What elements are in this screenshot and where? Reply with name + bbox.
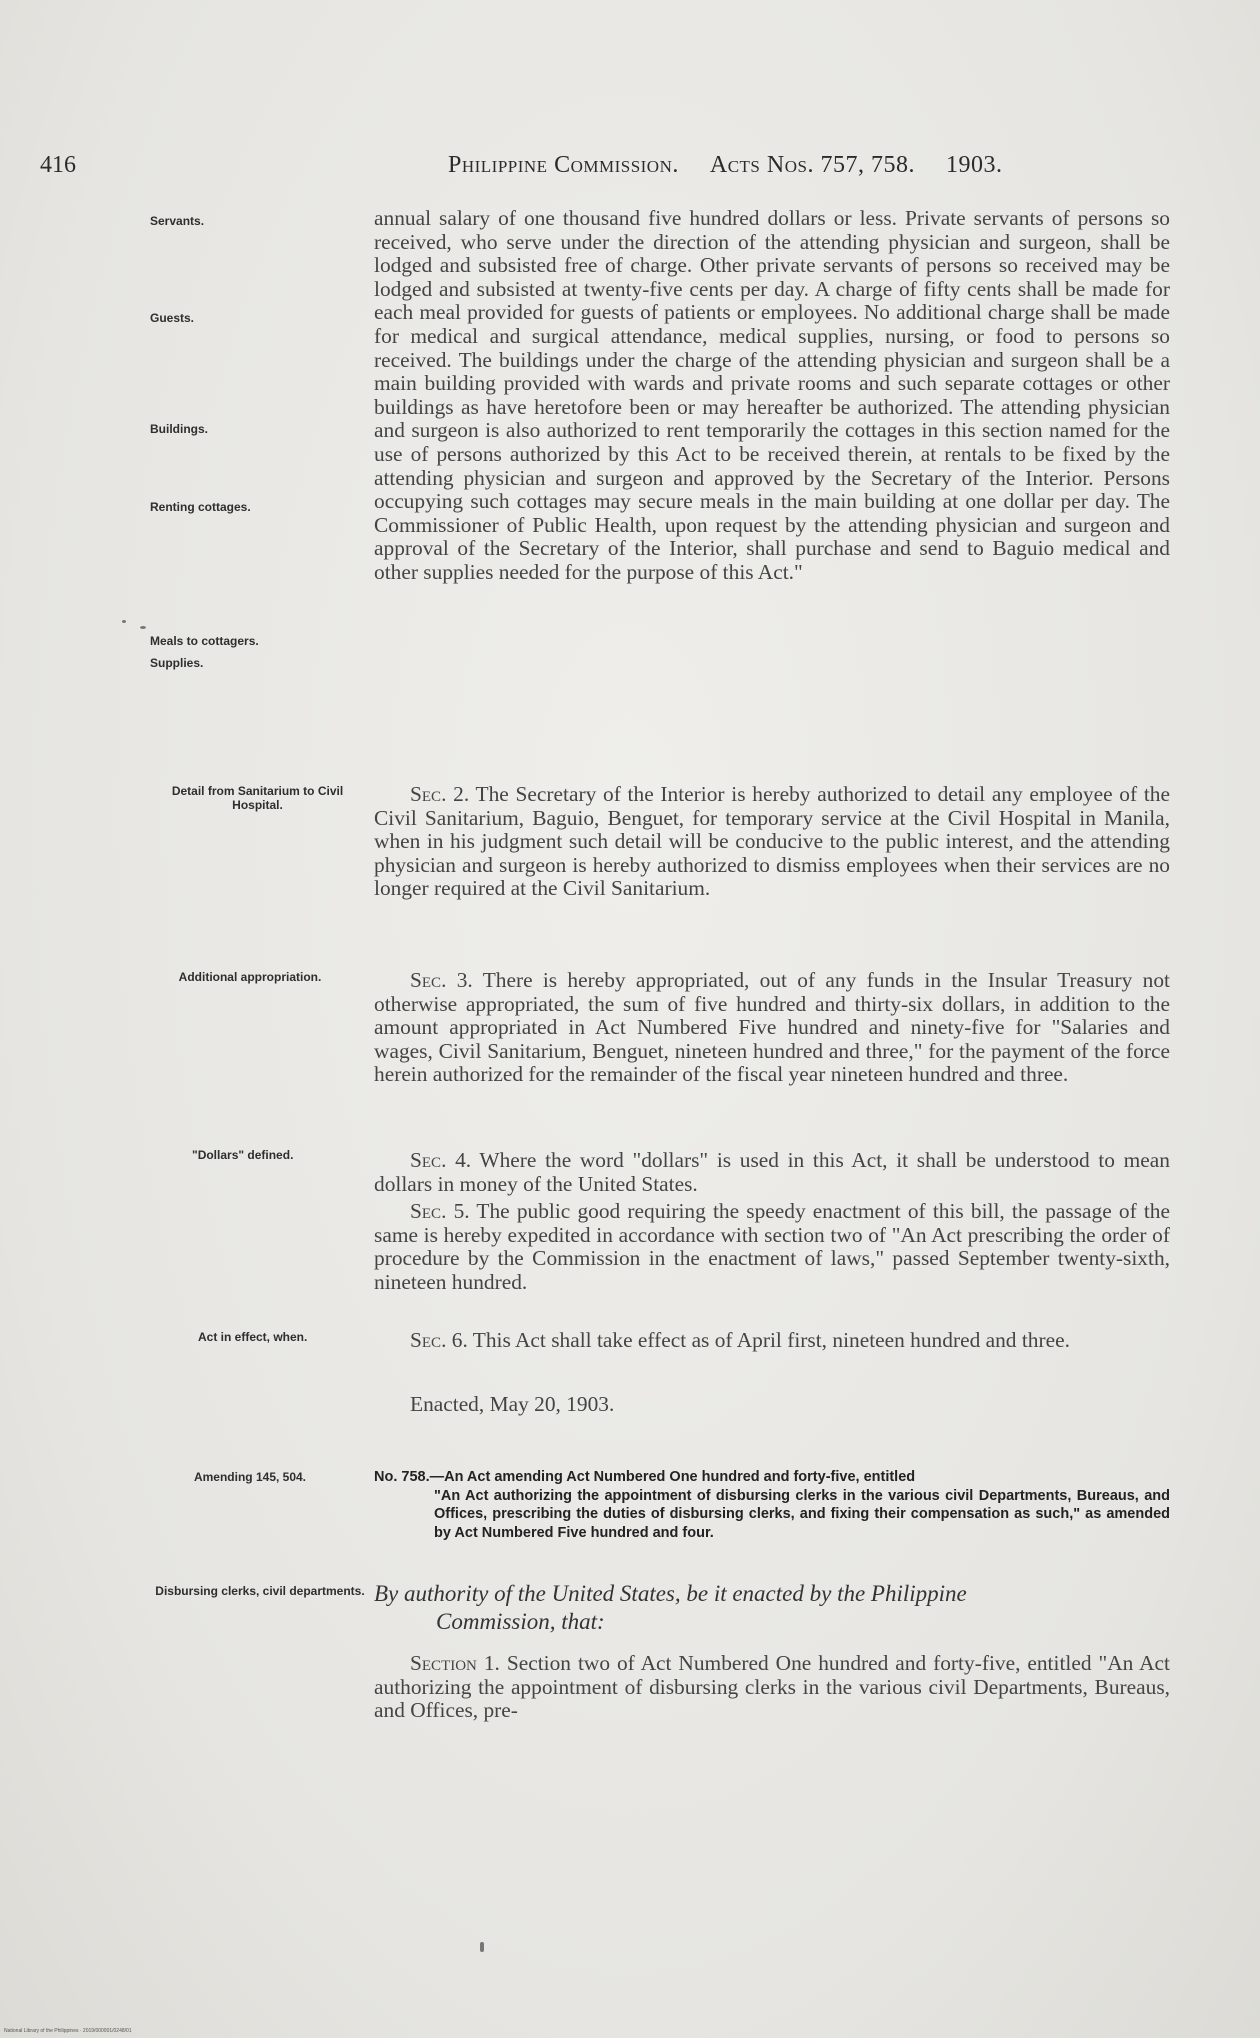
scan-speck [480,1942,484,1952]
section-4-label: Sec. 4. [410,1148,472,1172]
act-758-section-1 [374,1652,1170,1723]
margin-note-renting-cottages: Renting cottages. [150,500,251,514]
section-3-paragraph [374,969,1170,1087]
margin-note-detail-from-sanitarium: Detail from Sanitarium to Civil Hospital. [171,784,344,812]
running-title [448,152,1002,179]
margin-note-servants: Servants. [150,214,205,228]
margin-note-act-in-effect: Act in effect, when. [198,1330,308,1344]
running-title-prefix: Philippine Commission. [448,152,679,178]
section-6-paragraph [374,1329,1170,1353]
margin-note-disbursing-clerks: Disbursing clerks, civil departments. [155,1584,365,1598]
margin-note-buildings: Buildings. [150,422,208,436]
section-3-label: Sec. 3. [410,968,473,992]
act-758-title-line1: No. 758.—An Act amending Act Numbered One hundred and forty-five, entitled [374,1469,916,1485]
section-6-label: Sec. 6. [410,1328,468,1352]
scan-speck [140,626,146,629]
act-757-section-4 [374,1149,1170,1196]
footer-credit: National Library of the Philippines · 2019/000001/0248/01 [4,2028,132,2034]
margin-note-amending: Amending 145, 504. [193,1470,307,1484]
scan-speck [122,620,126,623]
section-6-text: This Act shall take effect as of April first, nineteen hundred and three. [472,1328,1070,1352]
section-2-label: Sec. 2. [410,782,470,806]
enacting-clause-line2: Commission, that: [436,1609,605,1634]
section-4-paragraph [374,1149,1170,1196]
margin-note-dollars-defined: "Dollars" defined. [192,1148,294,1162]
section-4-text: Where the word "dollars" is used in this Act, it shall be understood to mean dollars in money of the United States. [374,1148,1170,1196]
section-5-paragraph [374,1200,1170,1294]
margin-note-additional-appropriation: Additional appropriation. [178,970,322,984]
running-title-acts: Acts Nos. 757, 758. [709,152,915,178]
margin-note-supplies: Supplies. [150,656,204,670]
running-title-year: 1903. [945,152,1003,178]
paragraph-continuation: annual salary of one thousand five hundred dollars or less. Private servants of persons so received, who serve under the direction of the attending physician and surgeon, shall be lodged and subsisted free of charge. Other private servants of persons so received may be lodged and subsisted at twenty-five cents per day. A charge of fifty cents shall be made for each meal provided for guests of patients or employees. No additional charge shall be made for medical and surgical attendance, medical supplies, nursing, or food to persons so received. The buildings under the charge of the attending physician and surgeon shall be a main building provided with wards and private rooms and such separate cottages or other buildings as have heretofore been or may hereafter be authorized. The attending physician and surgeon is also authorized to rent temporarily the cottages in this section named for the use of persons authorized by this Act to be received therein, at rentals to be fixed by the attending physician and surgeon and approved by the Secretary of the Interior. Persons occupying such cottages may secure meals in the main building at one dollar per day. The Commissioner of Public Health, upon request by the attending physician and surgeon and approval of the Secretary of the Interior, shall purchase and send to Baguio medical and other supplies needed for the purpose of this Act." [374,206,1170,584]
section-1-label: Section 1. [410,1651,500,1675]
section-1-text: Section two of Act Numbered One hundred and forty-five, entitled "An Act authorizing the appointment of disbursing clerks in the various civil Departments, Bureaus, and Offices, pre- [374,1651,1170,1723]
section-5-text: The public good requiring the speedy enactment of this bill, the passage of the same is hereby expedited in accordance with section two of "An Act prescribing the order of procedure by the Commission in the enactment of laws," passed September twenty-sixth, nineteen hundred. [374,1199,1170,1294]
section-3-text: There is hereby appropriated, out of any funds in the Insular Treasury not otherwise appropriated, the sum of five hundred and thirty-six dollars, in addition to the amount appropriated in Act Numbered Five hundred and ninety-five for "Salaries and wages, Civil Sanitarium, Benguet, nineteen hundred and three," for the payment of the force herein authorized for the remainder of the fiscal year nineteen hundred and three. [374,968,1170,1087]
section-5-label: Sec. 5. [410,1199,470,1223]
section-1-paragraph [374,1652,1170,1723]
section-2-text: The Secretary of the Interior is hereby authorized to detail any employee of the Civil Sanitarium, Baguio, Benguet, for temporary service at the Civil Hospital in Manila, when in his judgment such detail will be conducive to the public interest, and the attending physician and surgeon is hereby authorized to dismiss employees when their services are no longer required at the Civil Sanitarium. [374,782,1170,901]
act-757-text-continuation [374,207,1170,585]
enacting-clause [374,1580,1170,1636]
page-header [0,152,1260,188]
act-757-section-3 [374,969,1170,1087]
enacted-date: Enacted, May 20, 1903. [410,1392,615,1416]
act-757-section-5 [374,1200,1170,1294]
act-758-title [374,1468,1170,1542]
page-number: 416 [40,152,76,178]
enacting-clause-line1: By authority of the United States, be it enacted by the Philippine [374,1581,967,1606]
margin-note-meals-to-cottagers: Meals to cottagers. [150,634,259,648]
act-757-section-6 [374,1329,1170,1353]
margin-note-guests: Guests. [150,311,195,325]
act-758-title-rest: "An Act authorizing the appointment of disbursing clerks in the various civil Departments, Bureaus, and Offices, prescribing the duties of disbursing clerks, and fixing their compensation as such," as amended by Act Numbered Five hundred and four. [434,1487,1170,1541]
act-757-section-2 [374,783,1170,901]
section-2-paragraph [374,783,1170,901]
